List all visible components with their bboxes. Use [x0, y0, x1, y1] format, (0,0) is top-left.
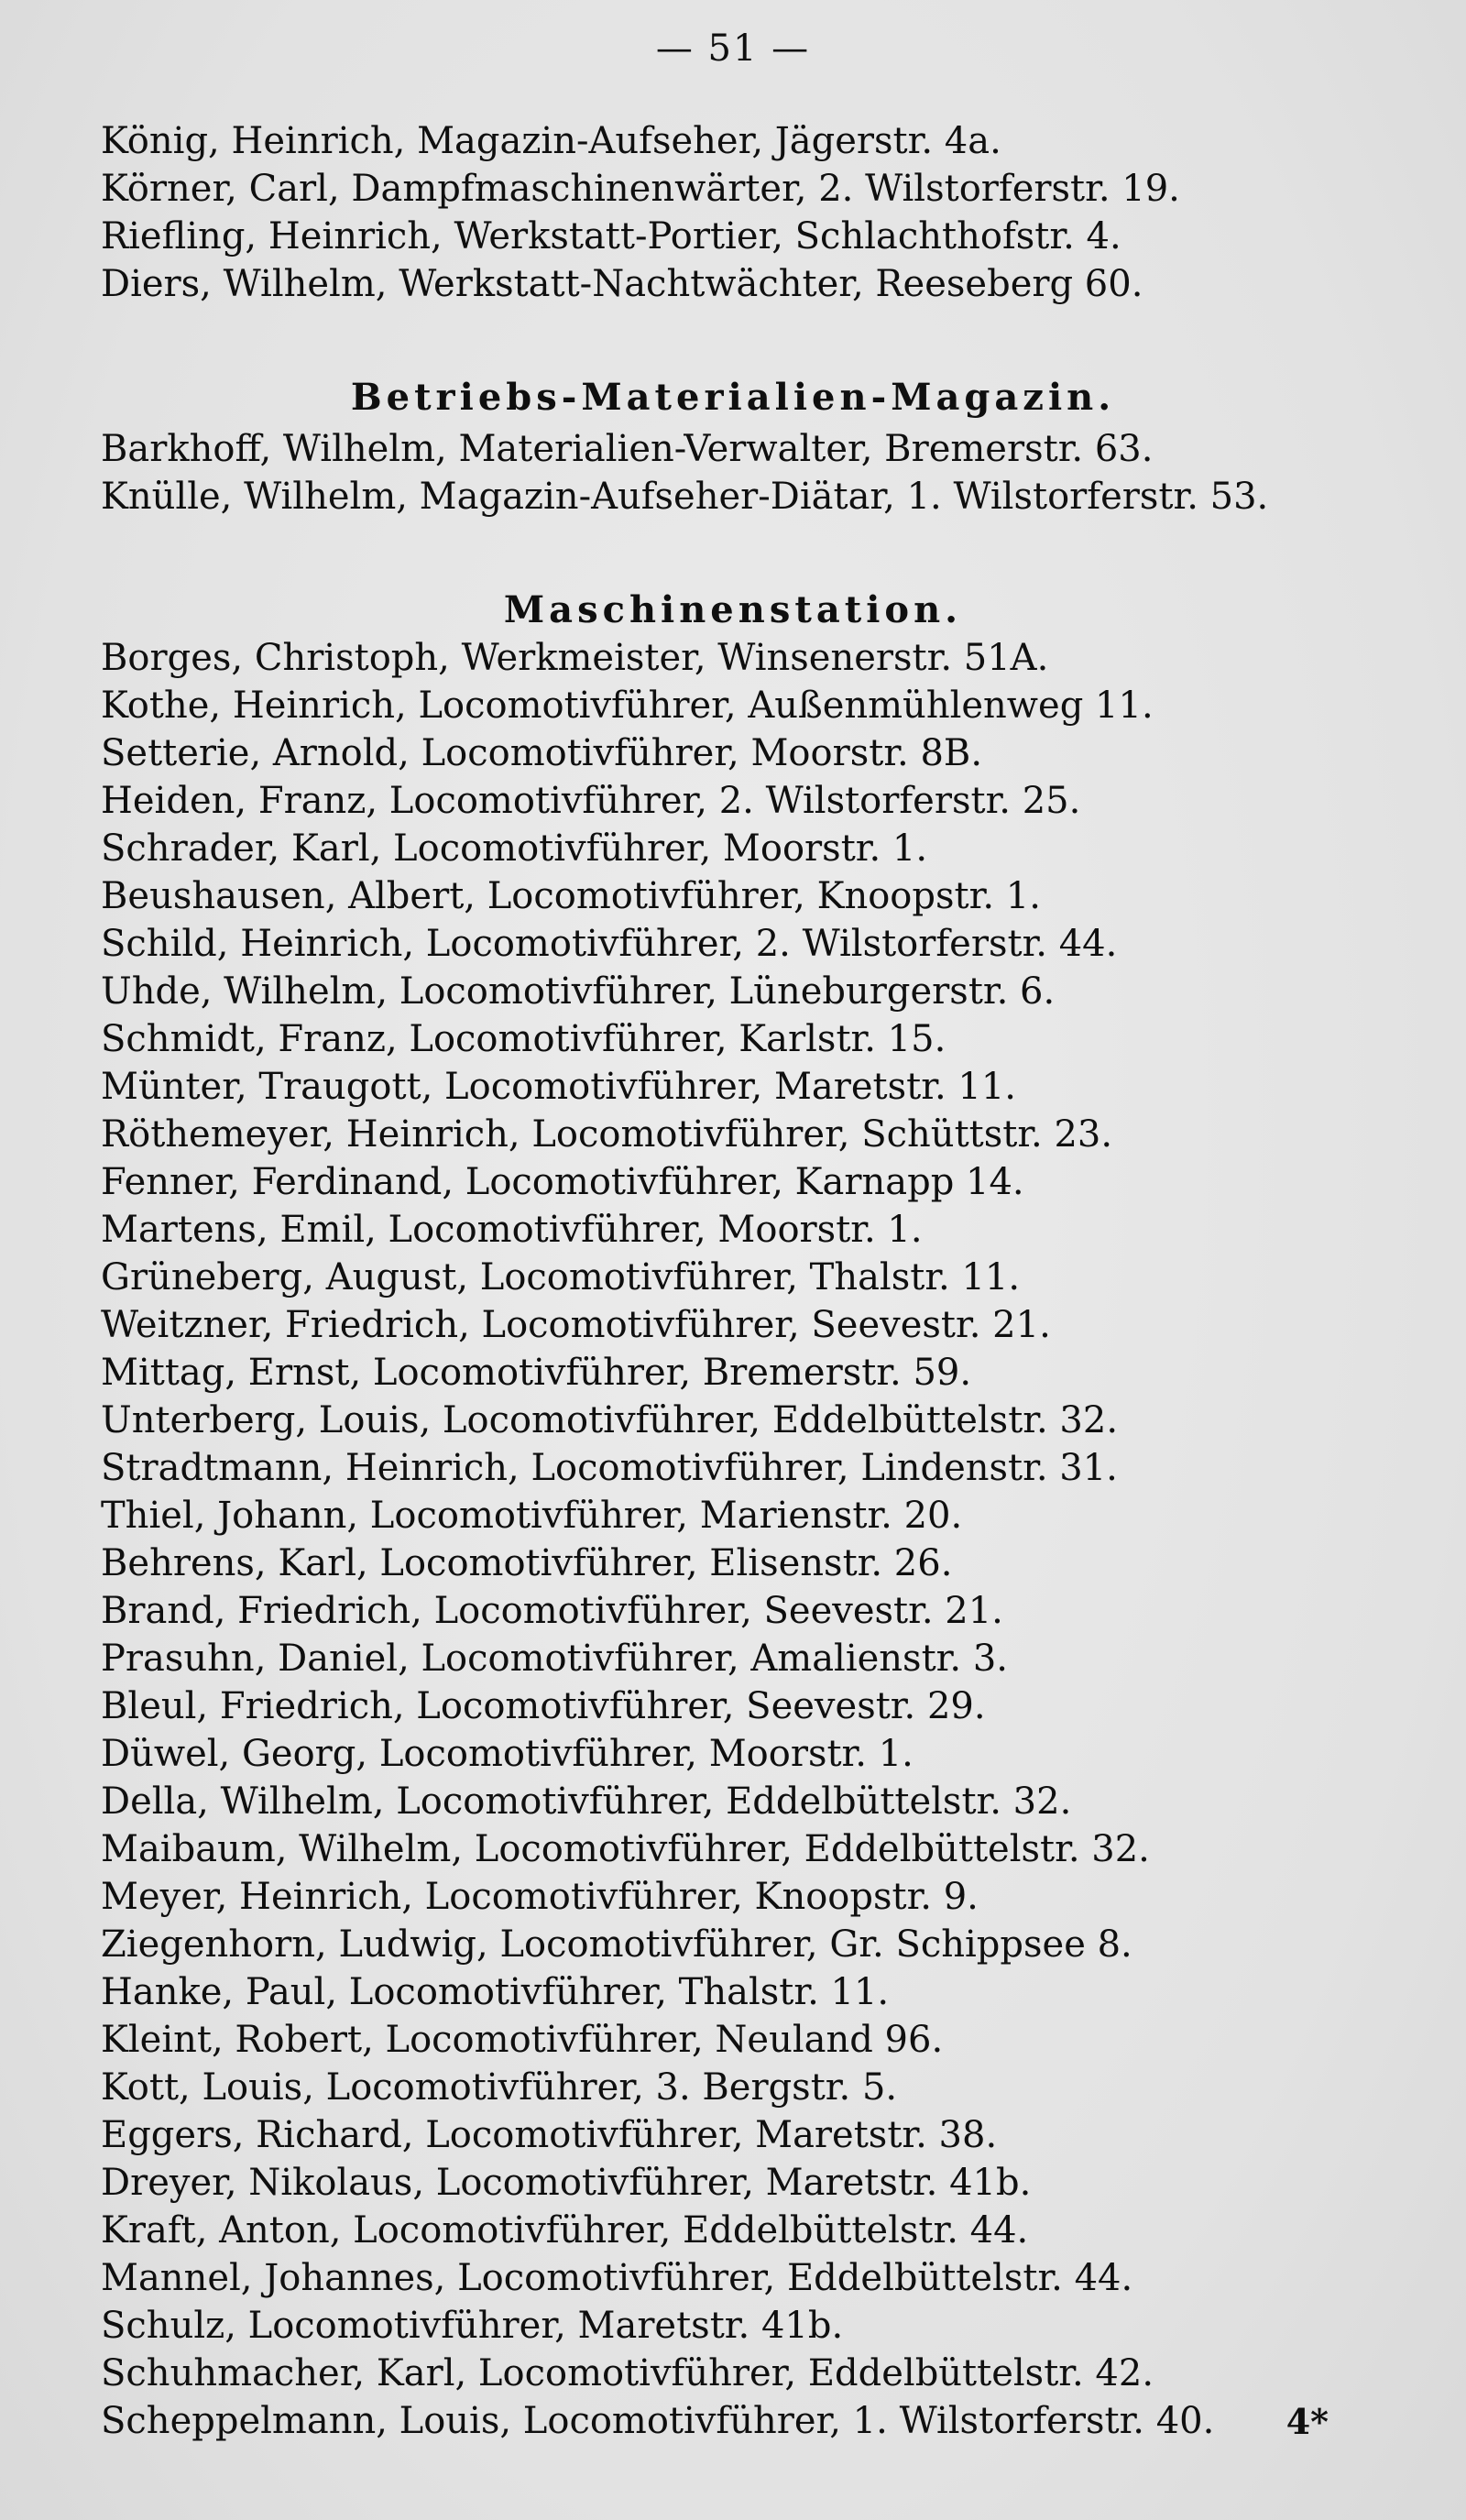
list-item: Prasuhn, Daniel, Locomotivführer, Amalienstr. 3. [101, 1638, 1008, 1680]
list-item: Fenner, Ferdinand, Locomotivführer, Karnapp 14. [101, 1161, 1024, 1203]
list-item: Setterie, Arnold, Locomotivführer, Moorstr. 8B. [101, 732, 983, 774]
list-item: Weitzner, Friedrich, Locomotivführer, Seevestr. 21. [101, 1304, 1051, 1346]
list-item: Scheppelmann, Louis, Locomotivführer, 1. Wilstorferstr. 40. [101, 2400, 1215, 2442]
list-item: Kraft, Anton, Locomotivführer, Eddelbüttelstr. 44. [101, 2209, 1029, 2252]
list-item: Diers, Wilhelm, Werkstatt-Nachtwächter, Reeseberg 60. [101, 263, 1143, 305]
list-item: Kothe, Heinrich, Locomotivführer, Außenmühlenweg 11. [101, 685, 1154, 727]
list-item: Kott, Louis, Locomotivführer, 3. Bergstr. 5. [101, 2066, 898, 2109]
entry-list-maschinenstation [101, 634, 1384, 2445]
list-item: Barkhoff, Wilhelm, Materialien-Verwalter, Bremerstr. 63. [101, 428, 1154, 470]
list-item: Düwel, Georg, Locomotivführer, Moorstr. 1. [101, 1733, 914, 1775]
page-number: — 51 — [655, 27, 811, 70]
list-item: Beushausen, Albert, Locomotivführer, Knoopstr. 1. [101, 875, 1041, 917]
list-item: Schild, Heinrich, Locomotivführer, 2. Wilstorferstr. 44. [101, 923, 1118, 965]
list-item: Brand, Friedrich, Locomotivführer, Seevestr. 21. [101, 1590, 1003, 1632]
entry-list-top [101, 117, 1384, 308]
list-item: Körner, Carl, Dampfmaschinenwärter, 2. Wilstorferstr. 19. [101, 168, 1180, 210]
list-item: Schuhmacher, Karl, Locomotivführer, Eddelbüttelstr. 42. [101, 2352, 1154, 2394]
section-heading-betriebs-materialien-magazin: Betriebs-Materialien-Magazin. [350, 376, 1116, 419]
list-item: Stradtmann, Heinrich, Locomotivführer, Lindenstr. 31. [101, 1447, 1118, 1489]
list-item: Meyer, Heinrich, Locomotivführer, Knoopstr. 9. [101, 1876, 979, 1918]
list-item: Knülle, Wilhelm, Magazin-Aufseher-Diätar, 1. Wilstorferstr. 53. [101, 476, 1269, 518]
list-item: Mannel, Johannes, Locomotivführer, Eddelbüttelstr. 44. [101, 2257, 1133, 2299]
list-item: Borges, Christoph, Werkmeister, Winsenerstr. 51A. [101, 637, 1049, 679]
list-item: Uhde, Wilhelm, Locomotivführer, Lüneburgerstr. 6. [101, 970, 1056, 1013]
list-item: Heiden, Franz, Locomotivführer, 2. Wilstorferstr. 25. [101, 780, 1081, 822]
list-item: Dreyer, Nikolaus, Locomotivführer, Maretstr. 41b. [101, 2162, 1032, 2204]
list-item: König, Heinrich, Magazin-Aufseher, Jägerstr. 4a. [101, 120, 1001, 162]
signature-mark: 4* [1285, 2401, 1329, 2442]
entry-list-betriebs [101, 425, 1384, 520]
list-item: Thiel, Johann, Locomotivführer, Marienstr. 20. [101, 1495, 963, 1537]
list-item: Ziegenhorn, Ludwig, Locomotivführer, Gr. Schippsee 8. [101, 1923, 1132, 1966]
list-item: Unterberg, Louis, Locomotivführer, Eddelbüttelstr. 32. [101, 1399, 1119, 1441]
list-item: Della, Wilhelm, Locomotivführer, Eddelbüttelstr. 32. [101, 1780, 1072, 1823]
list-item: Behrens, Karl, Locomotivführer, Elisenstr. 26. [101, 1542, 953, 1584]
list-item: Hanke, Paul, Locomotivführer, Thalstr. 11. [101, 1971, 890, 2013]
list-item: Bleul, Friedrich, Locomotivführer, Seevestr. 29. [101, 1685, 986, 1727]
list-item: Eggers, Richard, Locomotivführer, Maretstr. 38. [101, 2114, 998, 2156]
list-item: Röthemeyer, Heinrich, Locomotivführer, Schüttstr. 23. [101, 1113, 1113, 1156]
list-item: Schmidt, Franz, Locomotivführer, Karlstr. 15. [101, 1018, 946, 1060]
list-item: Martens, Emil, Locomotivführer, Moorstr. 1. [101, 1209, 923, 1251]
list-item: Riefling, Heinrich, Werkstatt-Portier, Schlachthofstr. 4. [101, 215, 1121, 257]
list-item: Schrader, Karl, Locomotivführer, Moorstr. 1. [101, 827, 928, 870]
list-item: Kleint, Robert, Locomotivführer, Neuland 96. [101, 2019, 944, 2061]
list-item: Schulz, Locomotivführer, Maretstr. 41b. [101, 2305, 844, 2347]
list-item: Grüneberg, August, Locomotivführer, Thalstr. 11. [101, 1256, 1021, 1298]
list-item: Maibaum, Wilhelm, Locomotivführer, Eddelbüttelstr. 32. [101, 1828, 1150, 1870]
list-item: Mittag, Ernst, Locomotivführer, Bremerstr. 59. [101, 1352, 972, 1394]
list-item: Münter, Traugott, Locomotivführer, Maretstr. 11. [101, 1066, 1016, 1108]
section-heading-maschinenstation: Maschinenstation. [503, 588, 963, 631]
